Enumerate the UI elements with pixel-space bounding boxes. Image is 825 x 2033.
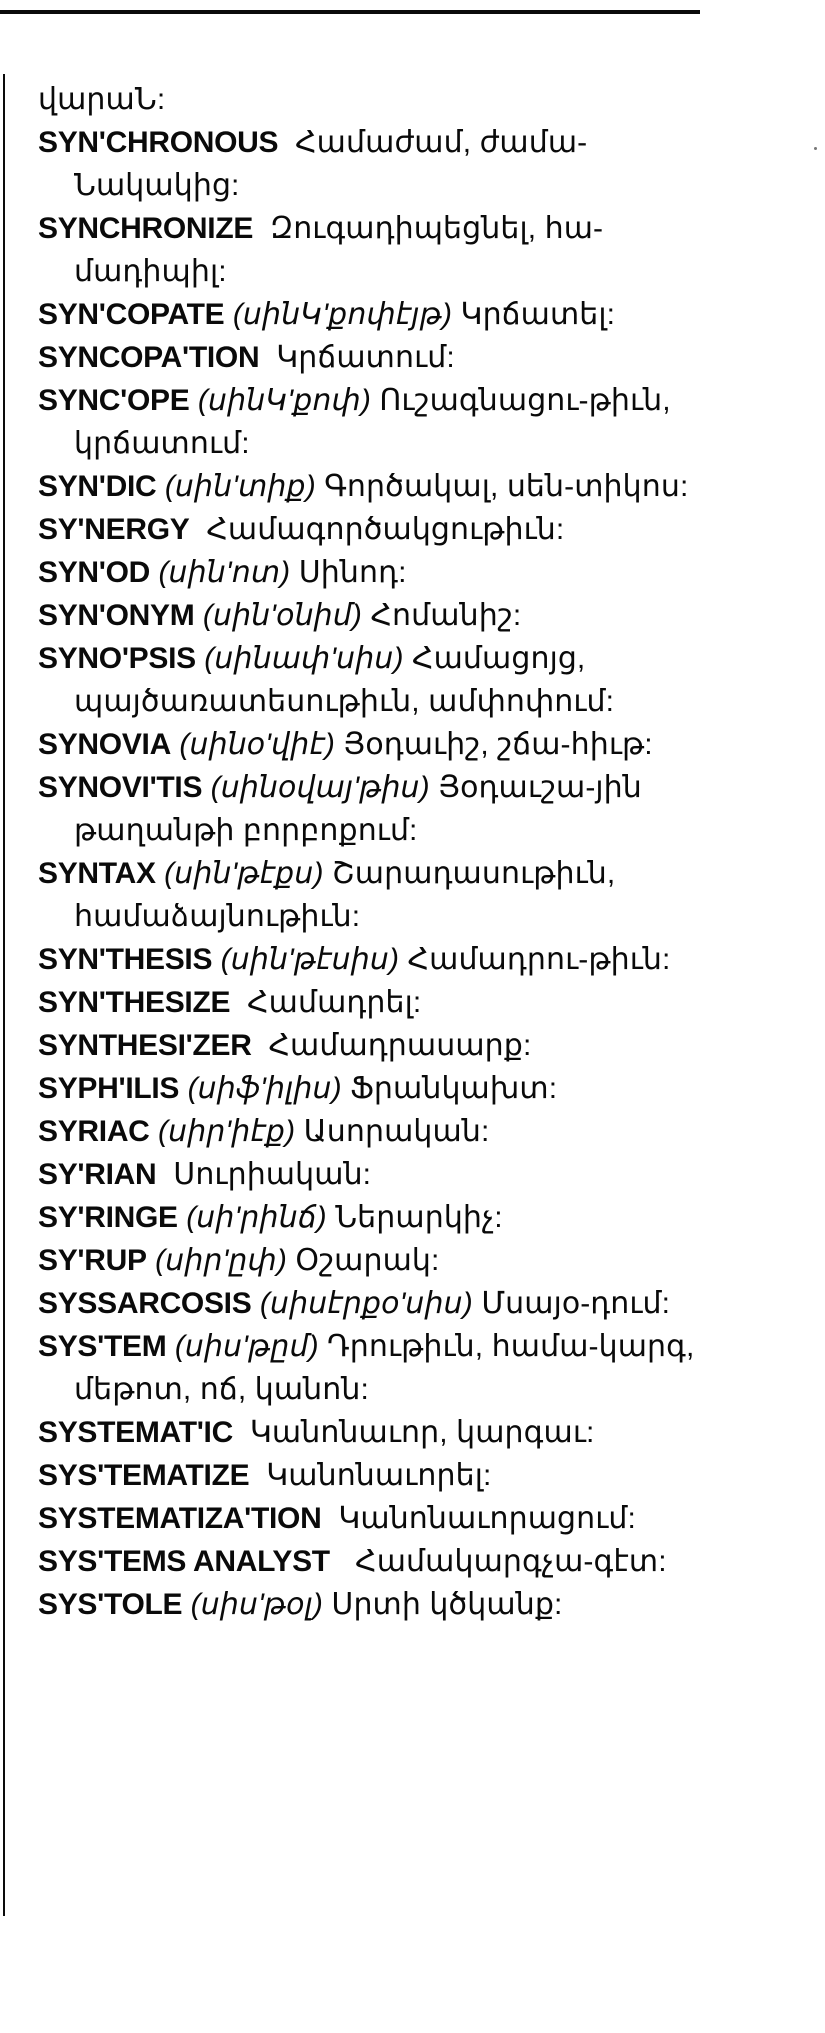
entry-definition: Կրճատել: — [460, 298, 616, 331]
entry-definition: Ուշագնացու-թիւն, կրճատում: — [74, 384, 671, 460]
dictionary-entry-list — [38, 78, 728, 1626]
entry-headword: SYN'THESIS — [38, 943, 213, 976]
entry-pronunciation: (սին'թէսիս) — [220, 943, 400, 976]
entry-definition: վարաՆ: — [38, 83, 166, 116]
entry-definition: Մսայօ-դում: — [481, 1287, 671, 1320]
dictionary-entry — [38, 78, 728, 121]
entry-pronunciation: (սիր'ըփ) — [155, 1244, 287, 1277]
entry-definition: Կանոնաւոր, կարգաւ: — [249, 1416, 595, 1449]
dictionary-entry — [38, 1196, 728, 1239]
dictionary-entry — [38, 1282, 728, 1325]
dictionary-entry — [38, 981, 728, 1024]
entry-pronunciation: (սինօվայ'թիս) — [210, 771, 430, 804]
entry-headword: SYNTHESI'ZER — [38, 1029, 252, 1062]
dictionary-entry — [38, 1411, 728, 1454]
dictionary-entry — [38, 637, 728, 723]
entry-definition: Ֆրանկախտ: — [350, 1072, 558, 1105]
entry-pronunciation: (սին'թէքս) — [164, 857, 324, 890]
entry-headword: SYS'TOLE — [38, 1588, 183, 1621]
entry-definition: Կանոնաւորացում: — [338, 1502, 636, 1535]
entry-pronunciation: (սինԿ'քոփ) — [197, 384, 371, 417]
entry-pronunciation: (սին'ոտ) — [158, 556, 291, 589]
dictionary-entry — [38, 207, 728, 293]
dictionary-entry — [38, 508, 728, 551]
entry-definition: Համակարգչա-գէտ: — [355, 1545, 667, 1578]
entry-headword: SYNCHRONIZE — [38, 212, 254, 245]
entry-headword: SYNOVI'TIS — [38, 771, 203, 804]
entry-headword: SYRIAC — [38, 1115, 150, 1148]
entry-pronunciation: (սիֆ'իլիս) — [187, 1072, 342, 1105]
entry-definition: Յօդաւիշ, շճա-հիւթ: — [343, 728, 653, 761]
entry-headword: SY'RINGE — [38, 1201, 178, 1234]
entry-pronunciation: (սին'տիք) — [164, 470, 316, 503]
entry-definition: Համագործակցութիւն: — [206, 513, 565, 546]
entry-headword: SY'RUP — [38, 1244, 147, 1277]
entry-definition: Ներարկիչ: — [335, 1201, 503, 1234]
entry-headword: SYN'OD — [38, 556, 151, 589]
dictionary-entry — [38, 1325, 728, 1411]
entry-headword: SYNCOPA'TION — [38, 341, 260, 374]
dictionary-entry — [38, 121, 728, 207]
dictionary-entry — [38, 1540, 728, 1583]
entry-definition: Գործակալ, սեն-տիկոս: — [324, 470, 689, 503]
dictionary-entry — [38, 594, 728, 637]
entry-headword: SYN'DIC — [38, 470, 157, 503]
entry-headword: SYS'TEMS ANALYST — [38, 1545, 330, 1578]
entry-definition: Համաժամ, ժամա-Նակակից: — [74, 126, 588, 202]
entry-pronunciation: (սիսէրքօ'սիս) — [259, 1287, 473, 1320]
entry-headword: SYPH'ILIS — [38, 1072, 180, 1105]
entry-definition: Սրտի կծկանք: — [331, 1588, 563, 1621]
entry-definition: Համադրասարք: — [268, 1029, 532, 1062]
dictionary-entry — [38, 1153, 728, 1196]
entry-definition: Դրութիւն, համա-կարգ, մեթոտ, ոճ, կանոն: — [74, 1330, 695, 1406]
dictionary-entry — [38, 336, 728, 379]
dictionary-entry — [38, 551, 728, 594]
dictionary-entry — [38, 465, 728, 508]
dictionary-entry — [38, 766, 728, 852]
dictionary-entry — [38, 723, 728, 766]
entry-definition: Շարադասութիւն, համաձայնութիւն: — [74, 857, 616, 933]
entry-headword: SYN'CHRONOUS — [38, 126, 279, 159]
dictionary-entry — [38, 1583, 728, 1626]
entry-pronunciation: (սինօ'վիէ) — [179, 728, 335, 761]
dictionary-entry — [38, 1024, 728, 1067]
entry-definition: Ասորական: — [303, 1115, 490, 1148]
dictionary-entry — [38, 1239, 728, 1282]
dictionary-entry — [38, 1067, 728, 1110]
entry-headword: SYNOVIA — [38, 728, 171, 761]
entry-pronunciation: (սինԿ'քոփէյթ) — [232, 298, 453, 331]
dictionary-entry — [38, 379, 728, 465]
entry-headword: SYSTEMAT'IC — [38, 1416, 233, 1449]
entry-pronunciation: (սիս'թօլ) — [190, 1588, 323, 1621]
entry-pronunciation: (սիս'թըմ) — [174, 1330, 319, 1363]
dictionary-entry — [38, 852, 728, 938]
left-column-rule — [3, 74, 5, 1916]
entry-headword: SYS'TEMATIZE — [38, 1459, 250, 1492]
entry-definition: Յօդաւշա-յին թաղանթի բորբոքում: — [74, 771, 642, 847]
entry-headword: SYN'COPATE — [38, 298, 225, 331]
entry-headword: SYSTEMATIZA'TION — [38, 1502, 322, 1535]
entry-pronunciation: (սինափ'սիս) — [204, 642, 404, 675]
entry-headword: SY'RIAN — [38, 1158, 157, 1191]
entry-definition: Հոմանիշ: — [370, 599, 522, 632]
entry-definition: Սուրիական: — [173, 1158, 372, 1191]
entry-pronunciation: (սին'օնիմ) — [202, 599, 363, 632]
entry-headword: SYN'ONYM — [38, 599, 195, 632]
dictionary-entry — [38, 293, 728, 336]
entry-definition: Կանոնաւորել: — [266, 1459, 492, 1492]
dictionary-entry — [38, 938, 728, 981]
entry-headword: SYNTAX — [38, 857, 156, 890]
entry-definition: Համադրել: — [247, 986, 422, 1019]
entry-definition: Զուգադիպեցնել, հա-մադիպիլ: — [74, 212, 604, 288]
dictionary-entry — [38, 1497, 728, 1540]
entry-headword: SY'NERGY — [38, 513, 190, 546]
entry-definition: Օշարակ: — [295, 1244, 440, 1277]
entry-pronunciation: (սի'րինճ) — [186, 1201, 327, 1234]
entry-headword: SYNC'OPE — [38, 384, 190, 417]
entry-definition: Կրճատում: — [276, 341, 455, 374]
entry-headword: SYSSARCOSIS — [38, 1287, 252, 1320]
entry-definition: Սինոդ: — [298, 556, 407, 589]
dictionary-entry — [38, 1110, 728, 1153]
dictionary-entry — [38, 1454, 728, 1497]
entry-headword: SYS'TEM — [38, 1330, 167, 1363]
scan-speck — [814, 147, 817, 150]
entry-definition: Համադրու-թիւն: — [407, 943, 671, 976]
entry-headword: SYNO'PSIS — [38, 642, 196, 675]
top-rule — [0, 10, 700, 14]
entry-headword: SYN'THESIZE — [38, 986, 231, 1019]
entry-definition: Համացոյց, պայծառատեսութիւն, ամփոփում: — [74, 642, 615, 718]
entry-pronunciation: (սիր'իէք) — [158, 1115, 296, 1148]
